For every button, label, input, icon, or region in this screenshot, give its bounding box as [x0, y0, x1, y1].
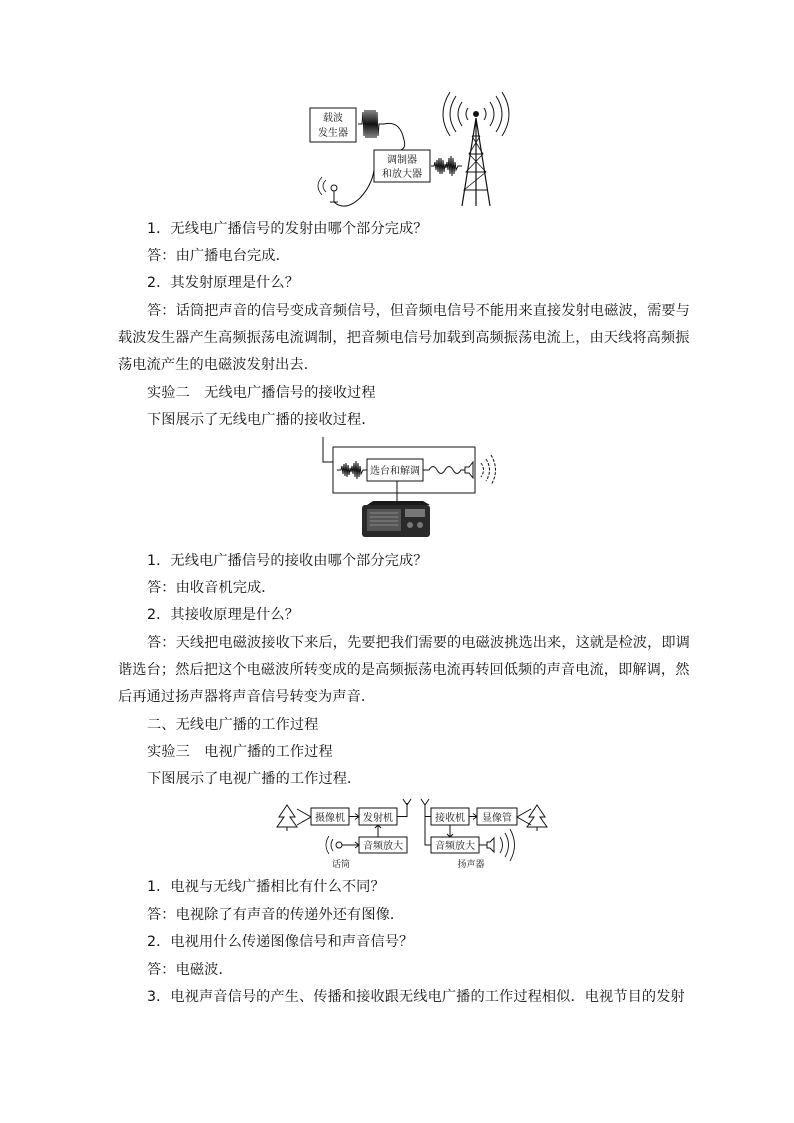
- question-4-line: 2．其接收原理是什么？: [147, 607, 300, 623]
- microphone-label: 话筒: [331, 860, 351, 870]
- received-wave: [337, 461, 367, 479]
- camera-label: 摄像机: [315, 813, 345, 824]
- question-1-line: 1．无线电广播信号的发射由哪个部分完成？: [147, 221, 428, 237]
- radio-set-icon: [362, 501, 430, 537]
- section-2-heading: 二、无线电广播的工作过程: [147, 717, 319, 733]
- answer-3-line: 答：由收音机完成．: [147, 580, 276, 596]
- answer-4-line-2: 谐选台；然后把这个电磁波所转变成的是高频振荡电流再转回低频的声音电流，即解调，然: [118, 662, 690, 678]
- audio-wave: [423, 467, 465, 474]
- carrier-generator-label-2: 发生器: [318, 128, 348, 139]
- tuning-demod-label: 选台和解调: [370, 466, 420, 477]
- experiment-3-intro: 下图展示了电视广播的工作过程．: [147, 771, 362, 787]
- antenna-line: [323, 437, 333, 462]
- tree-icon-left: [277, 805, 297, 831]
- transmitter-label: 发射机: [363, 813, 393, 824]
- question-3-line: 1．无线电广播信号的接收由哪个部分完成？: [147, 553, 428, 569]
- speaker-icon: [487, 838, 494, 852]
- answer-6-line: 答：电磁波．: [147, 962, 233, 978]
- answer-4-line-3: 后再通过扬声器将声音信号转变为声音．: [118, 689, 376, 705]
- experiment-3-heading: 实验三 电视广播的工作过程: [147, 744, 333, 760]
- figure-radio-transmission: [300, 90, 530, 215]
- figure-radio-reception: [315, 435, 505, 540]
- question-5-line: 1．电视与无线广播相比有什么不同？: [147, 879, 385, 895]
- microphone-icon: [336, 842, 342, 848]
- antenna-tower-icon: [443, 92, 509, 206]
- audio-amp-left-label: 音频放大: [363, 841, 403, 852]
- question-2-line: 2．其发射原理是什么？: [147, 275, 300, 291]
- carrier-generator-label-1: 载波: [323, 113, 343, 124]
- answer-2-line-2: 载波发生器产生高频振荡电流调制，把音频电信号加载到高频振荡电流上，由天线将高频振: [118, 330, 690, 346]
- modulated-wave: [431, 156, 462, 176]
- picture-tube-label: 显像管: [482, 813, 512, 824]
- carrier-wave: [358, 110, 384, 138]
- audio-amp-right-label: 音频放大: [435, 841, 475, 852]
- answer-4-line-1: 答：天线把电磁波接收下来后，先要把我们需要的电磁波挑选出来，这就是检波，即调: [147, 635, 690, 651]
- receiver-label: 接收机: [435, 813, 465, 824]
- question-6-line: 2．电视用什么传递图像信号和声音信号？: [147, 934, 414, 950]
- speaker-label: 扬声器: [457, 860, 485, 870]
- speaker-icon: [465, 462, 473, 478]
- answer-2-line-3: 荡电流产生的电磁波发射出去．: [118, 357, 319, 373]
- modulator-label-2: 和放大器: [382, 169, 422, 180]
- tree-icon-right: [527, 805, 547, 831]
- modulator-label-1: 调制器: [387, 155, 417, 166]
- answer-5-line: 答：电视除了有声音的传递外还有图像．: [147, 907, 405, 923]
- answer-2-line-1: 答：话筒把声音的信号变成音频信号，但音频电信号不能用来直接发射电磁波，需要与: [147, 303, 690, 319]
- experiment-2-intro: 下图展示了无线电广播的接收过程．: [147, 412, 376, 428]
- question-7-line: 3．电视声音信号的产生、传播和接收跟无线电广播的工作过程相似．电视节目的发射: [147, 989, 685, 1005]
- figure-tv-broadcast: [275, 797, 550, 872]
- answer-1-line: 答：由广播电台完成．: [147, 248, 290, 264]
- experiment-2-heading: 实验二 无线电广播信号的接收过程: [147, 385, 376, 401]
- microphone-icon: [331, 185, 337, 191]
